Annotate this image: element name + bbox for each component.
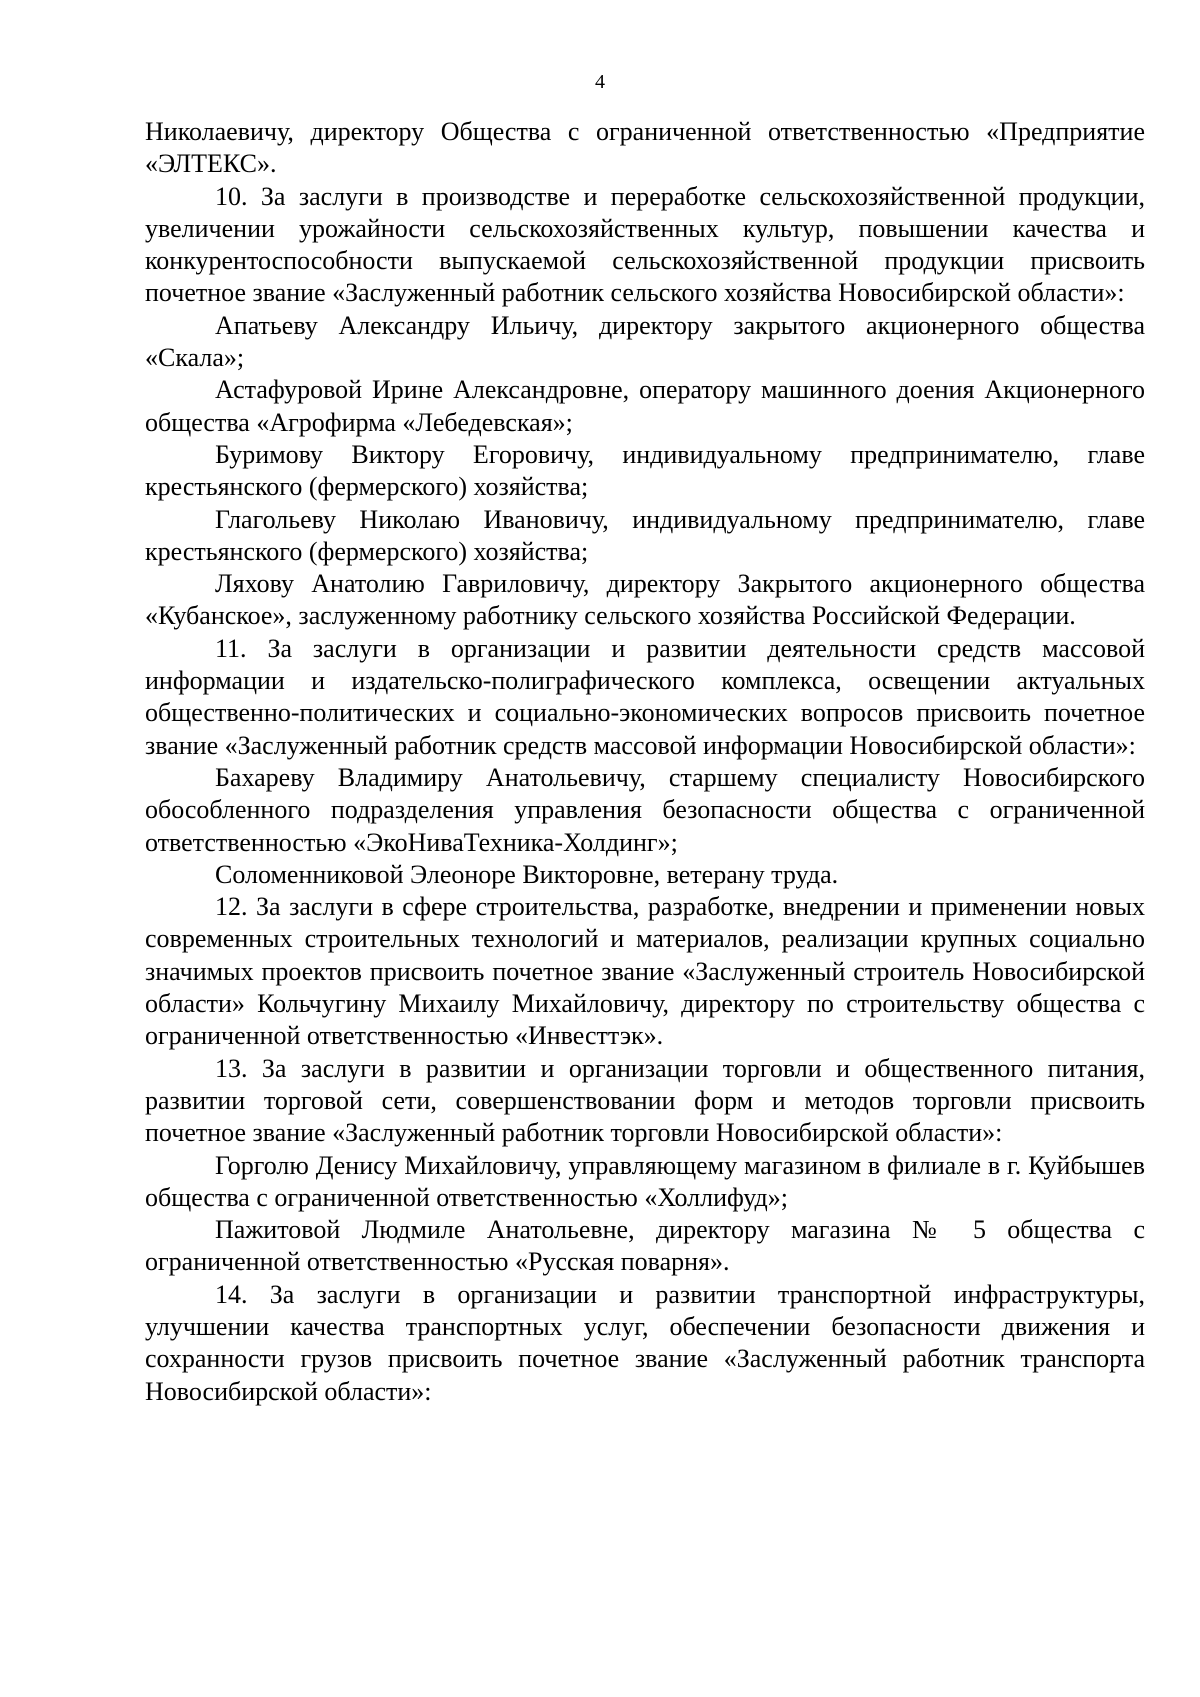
paragraph: 14. За заслуги в организации и развитии транспортной инфраструктуры, улучшении качества транспортных услуг, обеспечении безопасности движения и сохранности грузов присвоить почетное звание «Заслуженный работник транспорта Новосибирской области»: bbox=[145, 1279, 1145, 1406]
paragraph: 11. За заслуги в организации и развитии деятельности средств массовой информации и издательско-полиграфического комплекса, освещении актуальных общественно-политических и социально-экономических вопросов присвоить почетное звание «Заслуженный работник средств массовой информации Новосибирской области»: bbox=[145, 633, 1145, 760]
paragraph: Ляхову Анатолию Гавриловичу, директору Закрытого акционерного общества «Кубанское», заслуженному работнику сельского хозяйства Российской Федерации. bbox=[145, 569, 1145, 631]
paragraph: Горголю Денису Михайловичу, управляющему магазином в филиале в г. Куйбышев общества с ограниченной ответственностью «Холлифуд»; bbox=[145, 1150, 1145, 1212]
document-body bbox=[145, 116, 1145, 1408]
paragraph: 12. За заслуги в сфере строительства, разработке, внедрении и применении новых современных строительных технологий и материалов, реализации крупных социально значимых проектов присвоить почетное звание «Заслуженный строитель Новосибирской области» Кольчугину Михаилу Михайловичу, директору по строительству общества с ограниченной ответственностью «Инвесттэк». bbox=[145, 892, 1145, 1051]
paragraph: Николаевичу, директору Общества с ограниченной ответственностью «Предприятие «ЭЛТЕКС». bbox=[145, 117, 1145, 179]
paragraph: Астафуровой Ирине Александровне, оператору машинного доения Акционерного общества «Агрофирма «Лебедевская»; bbox=[145, 375, 1145, 437]
paragraph: Пажитовой Людмиле Анатольевне, директору магазина № 5 общества с ограниченной ответственностью «Русская поварня». bbox=[145, 1215, 1145, 1277]
paragraph: Глагольеву Николаю Ивановичу, индивидуальному предпринимателю, главе крестьянского (фермерского) хозяйства; bbox=[145, 504, 1145, 566]
paragraph: 13. За заслуги в развитии и организации торговли и общественного питания, развитии торговой сети, совершенствовании форм и методов торговли присвоить почетное звание «Заслуженный работник торговли Новосибирской области»: bbox=[145, 1053, 1145, 1148]
paragraph: Буримову Виктору Егоровичу, индивидуальному предпринимателю, главе крестьянского (фермерского) хозяйства; bbox=[145, 439, 1145, 502]
paragraph: Апатьеву Александру Ильичу, директору закрытого акционерного общества «Скала»; bbox=[145, 310, 1145, 373]
paragraph: Соломенниковой Элеоноре Викторовне, ветерану труда. bbox=[215, 859, 839, 889]
page-number: 4 bbox=[595, 71, 605, 93]
paragraph: 10. За заслуги в производстве и переработке сельскохозяйственной продукции, увеличении урожайности сельскохозяйственных культур, повышении качества и конкурентоспособности выпускаемой сельскохозяйственной продукции присвоить почетное звание «Заслуженный работник сельского хозяйства Новосибирской области»: bbox=[145, 181, 1145, 308]
paragraph: Бахареву Владимиру Анатольевичу, старшему специалисту Новосибирского обособленного подразделения управления безопасности общества с ограниченной ответственностью «ЭкоНиваТехника-Холдинг»; bbox=[145, 762, 1145, 857]
